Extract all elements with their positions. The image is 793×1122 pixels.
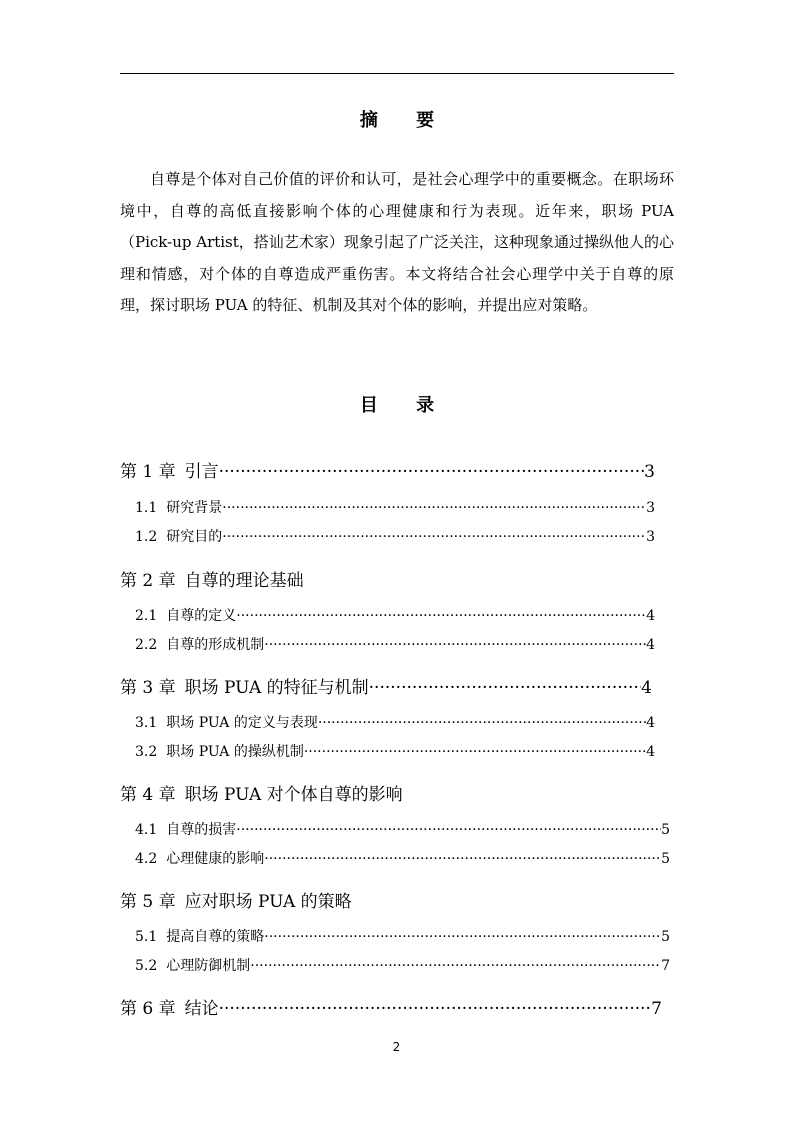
toc-entry[interactable]	[135, 741, 655, 761]
toc-entry-page: 3	[644, 462, 655, 482]
toc-entry-page: 5	[661, 929, 670, 945]
toc-entry-number: 4.2	[135, 851, 158, 867]
toc-entry[interactable]	[120, 994, 662, 1019]
toc-entry-number: 第 3 章	[120, 678, 176, 698]
toc-entry-title: 自尊的理论基础	[184, 571, 304, 591]
toc-entry-title: 自尊的定义	[166, 608, 237, 624]
toc-entry[interactable]	[135, 819, 670, 839]
toc-entry[interactable]	[120, 566, 304, 591]
toc-entry-title: 职场 PUA 对个体自尊的影响	[184, 785, 403, 805]
toc-leader-dots	[304, 744, 646, 760]
toc-entry-title: 应对职场 PUA 的策略	[184, 892, 352, 912]
toc-entry-title: 心理健康的影响	[166, 851, 265, 867]
toc-entry-title: 提高自尊的策略	[166, 929, 265, 945]
toc-entry[interactable]	[135, 605, 655, 625]
toc-entry-page: 5	[661, 822, 670, 838]
toc-entry-page: 5	[661, 851, 670, 867]
toc-entry-number: 第 4 章	[120, 785, 176, 805]
toc-entry-number: 第 2 章	[120, 571, 176, 591]
toc-entry-title: 引言	[184, 462, 219, 482]
toc-entry-title: 结论	[184, 999, 219, 1019]
toc-entry-page: 4	[646, 637, 655, 653]
toc-entry-number: 1.2	[135, 529, 158, 545]
toc-entry-title: 职场 PUA 的定义与表现	[166, 715, 318, 731]
toc-entry[interactable]	[135, 848, 670, 868]
abstract-title: 摘 要	[359, 110, 451, 131]
toc-leader-dots	[250, 958, 661, 974]
toc-entry-number: 5.2	[135, 958, 158, 974]
abstract-body: 自尊是个体对自己价值的评价和认可，是社会心理学中的重要概念。在职场环境中，自尊的高低直接影响个体的心理健康和行为表现。近年来，职场 PUA（Pick-up Artist，搭讪艺术家）现象引起了广泛关注，这种现象通过操纵他人的心理和情感，对个体的自尊造成严重伤害。本文将结合社会心理学中关于自尊的原理，探讨职场 PUA 的特征、机制及其对个体的影响，并提出应对策略。	[120, 170, 674, 314]
toc-entry-title: 心理防御机制	[166, 958, 251, 974]
toc-entry-title: 自尊的形成机制	[166, 637, 265, 653]
toc-entry-page: 3	[646, 500, 655, 516]
toc-entry-page: 7	[651, 999, 662, 1019]
toc-leader-dots	[264, 851, 661, 867]
toc-leader-dots	[219, 999, 652, 1019]
toc-entry[interactable]	[135, 926, 670, 946]
toc-entry-title: 研究目的	[166, 529, 223, 545]
toc-entry-number: 1.1	[135, 500, 158, 516]
toc-entry-number: 第 5 章	[120, 892, 176, 912]
toc-entry-number: 4.1	[135, 822, 158, 838]
toc-leader-dots	[236, 608, 646, 624]
toc-entry-page: 4	[646, 715, 655, 731]
toc-entry[interactable]	[135, 955, 670, 975]
toc-entry-page: 4	[646, 744, 655, 760]
toc-entry[interactable]	[135, 634, 655, 654]
toc-entry[interactable]	[135, 712, 655, 732]
toc-entry-number: 第 1 章	[120, 462, 176, 482]
toc-entry[interactable]	[120, 457, 655, 482]
toc-entry[interactable]	[135, 526, 655, 546]
toc-leader-dots	[264, 637, 646, 653]
toc-entry-number: 3.2	[135, 744, 158, 760]
toc-entry-number: 5.1	[135, 929, 158, 945]
toc-title: 目 录	[359, 395, 451, 416]
toc-entry-number: 3.1	[135, 715, 158, 731]
toc-entry-title: 职场 PUA 的特征与机制	[184, 678, 369, 698]
toc-entry[interactable]	[135, 497, 655, 517]
toc-entry-title: 职场 PUA 的操纵机制	[166, 744, 304, 760]
toc-entry-number: 2.1	[135, 608, 158, 624]
toc-entry-title: 自尊的损害	[166, 822, 237, 838]
toc-leader-dots	[264, 929, 661, 945]
toc-leader-dots	[236, 822, 661, 838]
toc-entry-page: 4	[646, 608, 655, 624]
toc-entry[interactable]	[120, 673, 652, 698]
toc-entry-page: 7	[661, 958, 670, 974]
toc-entry-number: 第 6 章	[120, 999, 176, 1019]
toc-entry[interactable]	[120, 887, 352, 912]
toc-entry-title: 研究背景	[166, 500, 223, 516]
page-number: 2	[392, 1040, 401, 1054]
toc-entry-page: 3	[646, 529, 655, 545]
toc-leader-dots	[222, 500, 646, 516]
toc-leader-dots	[318, 715, 646, 731]
toc-entry-page: 4	[641, 678, 652, 698]
toc-leader-dots	[222, 529, 646, 545]
toc-leader-dots	[219, 462, 645, 482]
toc-entry-number: 2.2	[135, 637, 158, 653]
toc-entry[interactable]	[120, 780, 403, 805]
toc-leader-dots	[369, 678, 642, 698]
